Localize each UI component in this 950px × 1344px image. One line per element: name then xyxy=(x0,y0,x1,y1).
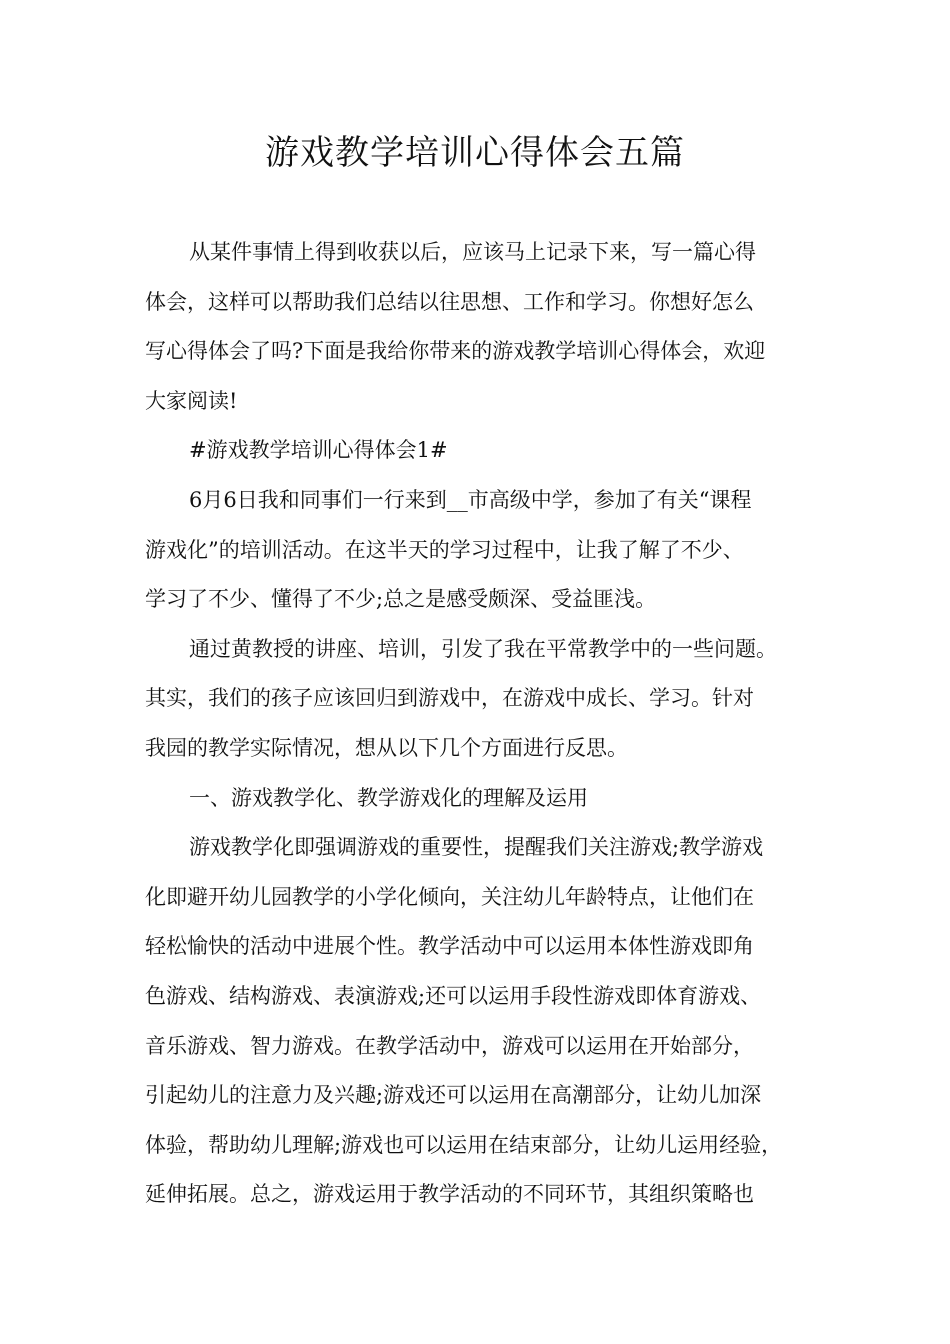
text-line: 轻松愉快的活动中进展个性。教学活动中可以运用本体性游戏即角 xyxy=(145,934,754,959)
text-line: 学习了不少、懂得了不少;总之是感受颇深、受益匪浅。 xyxy=(145,587,657,612)
text-line: 大家阅读! xyxy=(145,388,238,413)
document-body xyxy=(145,228,817,1220)
text-line: 游戏化”的培训活动。在这半天的学习过程中，让我了解了不少、 xyxy=(145,537,744,562)
document-title: 游戏教学培训心得体会五篇 xyxy=(265,133,685,173)
text-line: 我园的教学实际情况，想从以下几个方面进行反思。 xyxy=(145,735,628,760)
text-line: #游戏教学培训心得体会1# xyxy=(189,438,448,463)
text-line: 音乐游戏、智力游戏。在教学活动中，游戏可以运用在开始部分， xyxy=(145,1033,754,1058)
text-line: 引起幼儿的注意力及兴趣;游戏还可以运用在高潮部分，让幼儿加深 xyxy=(145,1083,762,1108)
text-line: 写心得体会了吗?下面是我给你带来的游戏教学培训心得体会，欢迎 xyxy=(145,339,766,364)
text-line: 6月6日我和同事们一行来到__市高级中学，参加了有关“课程 xyxy=(189,487,752,512)
text-line: 通过黄教授的讲座、培训，引发了我在平常教学中的一些问题。 xyxy=(189,636,777,661)
text-line: 体会，这样可以帮助我们总结以往思想、工作和学习。你想好怎么 xyxy=(145,289,754,314)
text-line: 延伸拓展。总之，游戏运用于教学活动的不同环节，其组织策略也 xyxy=(145,1182,754,1207)
text-line: 游戏教学化即强调游戏的重要性，提醒我们关注游戏;教学游戏 xyxy=(189,835,764,860)
text-line: 体验，帮助幼儿理解;游戏也可以运用在结束部分，让幼儿运用经验， xyxy=(145,1132,783,1157)
text-line: 色游戏、结构游戏、表演游戏;还可以运用手段性游戏即体育游戏、 xyxy=(145,983,762,1008)
text-line: 一、游戏教学化、教学游戏化的理解及运用 xyxy=(189,785,588,810)
text-line: 其实，我们的孩子应该回归到游戏中，在游戏中成长、学习。针对 xyxy=(145,686,754,711)
text-line: 化即避开幼儿园教学的小学化倾向，关注幼儿年龄特点，让他们在 xyxy=(145,884,754,909)
text-line: 从某件事情上得到收获以后，应该马上记录下来，写一篇心得 xyxy=(189,240,756,264)
